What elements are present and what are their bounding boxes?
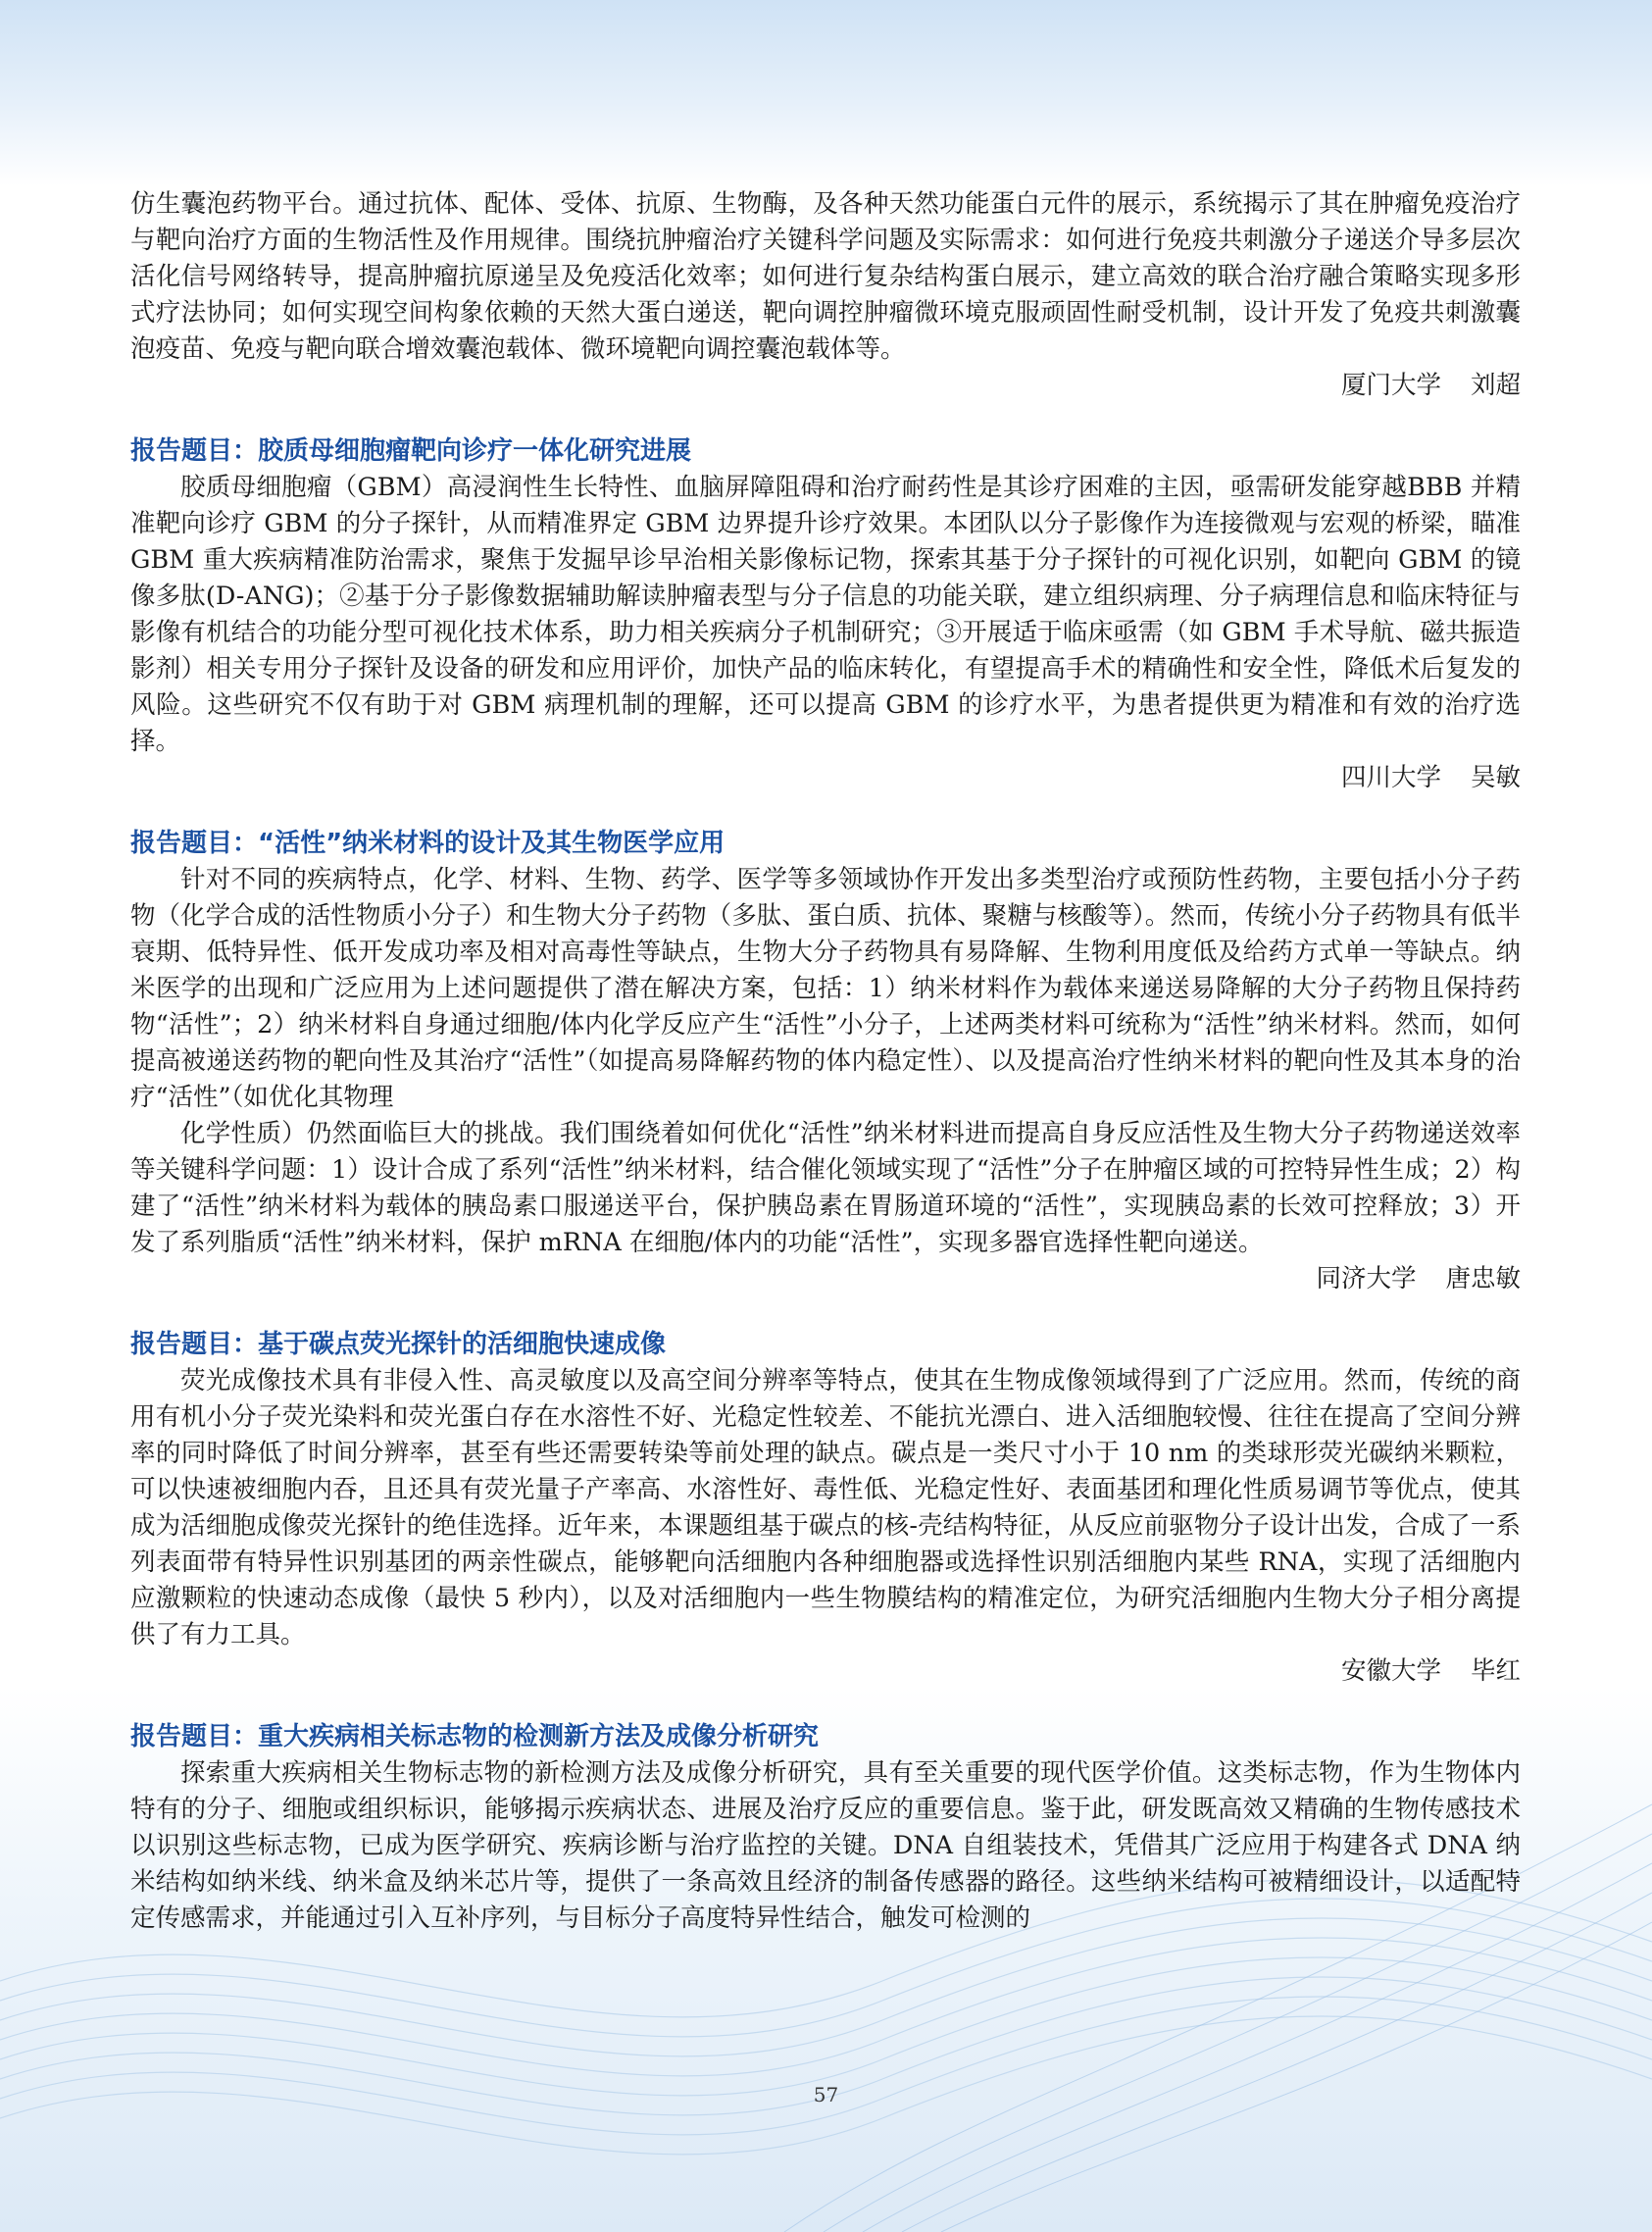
signature-institution: 厦门大学 [1340, 371, 1441, 400]
report-section-2 [130, 826, 1521, 1297]
report-title: 报告题目：重大疾病相关标志物的检测新方法及成像分析研究 [130, 1722, 820, 1751]
signature-author: 毕红 [1470, 1656, 1521, 1686]
signature-institution: 安徽大学 [1340, 1656, 1441, 1686]
report-paragraph: 荧光成像技术具有非侵入性、高灵敏度以及高空间分辨率等特点，使其在生物成像领域得到了广泛应用。然而，传统的商用有机小分子荧光染料和荧光蛋白存在水溶性不好、光稳定性较差、不能抗光漂白、进入活细胞较慢、往往在提高了空间分辨率的同时降低了时间分辨率，甚至有些还需要转染等前处理的缺点。碳点是一类尺寸小于 10 nm 的类球形荧光碳纳米颗粒，可以快速被细胞内吞，且还具有荧光量子产率高、水溶性好、毒性低、光稳定性好、表面基团和理化性质易调节等优点，使其成为活细胞成像荧光探针的绝佳选择。近年来，本课题组基于碳点的核-壳结构特征，从反应前驱物分子设计出发，合成了一系列表面带有特异性识别基团的两亲性碳点，能够靶向活细胞内各种细胞器或选择性识别活细胞内某些 RNA，实现了活细胞内应激颗粒的快速动态成像（最快 5 秒内），以及对活细胞内一些生物膜结构的精准定位，为研究活细胞内生物大分子相分离提供了有力工具。 [130, 1366, 1521, 1649]
report-signature [130, 1653, 1521, 1690]
intro-paragraph: 仿生囊泡药物平台。通过抗体、配体、受体、抗原、生物酶，及各种天然功能蛋白元件的展示，系统揭示了其在肿瘤免疫治疗与靶向治疗方面的生物活性及作用规律。围绕抗肿瘤治疗关键科学问题及实际需求：如何进行免疫共刺激分子递送介导多层次活化信号网络转导，提高肿瘤抗原递呈及免疫活化效率；如何进行复杂结构蛋白展示，建立高效的联合治疗融合策略实现多形式疗法协同；如何实现空间构象依赖的天然大蛋白递送，靶向调控肿瘤微环境克服顽固性耐受机制，设计开发了免疫共刺激囊泡疫苗、免疫与靶向联合增效囊泡载体、微环境靶向调控囊泡载体等。 [130, 189, 1521, 364]
report-signature [130, 760, 1521, 796]
page-number: 57 [813, 2083, 839, 2106]
signature-institution: 同济大学 [1316, 1264, 1417, 1294]
report-signature [130, 1261, 1521, 1297]
report-paragraph: 针对不同的疾病特点，化学、材料、生物、药学、医学等多领域协作开发出多类型治疗或预防性药物，主要包括小分子药物（化学合成的活性物质小分子）和生物大分子药物（多肽、蛋白质、抗体、聚糖与核酸等）。然而，传统小分子药物具有低半衰期、低特异性、低开发成功率及相对高毒性等缺点，生物大分子药物具有易降解、生物利用度低及给药方式单一等缺点。纳米医学的出现和广泛应用为上述问题提供了潜在解决方案，包括：1）纳米材料作为载体来递送易降解的大分子药物且保持药物“活性”；2）纳米材料自身通过细胞/体内化学反应产生“活性”小分子，上述两类材料可统称为“活性”纳米材料。然而，如何提高被递送药物的靶向性及其治疗“活性”（如提高易降解药物的体内稳定性）、以及提高治疗性纳米材料的靶向性及其本身的治疗“活性”（如优化其物理 [130, 865, 1521, 1112]
report-section-4 [130, 1719, 1521, 1937]
signature-author: 唐忠敏 [1445, 1264, 1521, 1294]
report-paragraph: 胶质母细胞瘤（GBM）高浸润性生长特性、血脑屏障阻碍和治疗耐药性是其诊疗困难的主因，亟需研发能穿越BBB 并精准靶向诊疗 GBM 的分子探针，从而精准界定 GBM 边界提升诊疗效果。本团队以分子影像作为连接微观与宏观的桥梁，瞄准 GBM 重大疾病精准防治需求，聚焦于发掘早诊早治相关影像标记物，探索其基于分子探针的可视化识别，如靶向 GBM 的镜像多肽(D-ANG)；②基于分子影像数据辅助解读肿瘤表型与分子信息的功能关联，建立组织病理、分子病理信息和临床特征与影像有机结合的功能分型可视化技术体系，助力相关疾病分子机制研究；③开展适于临床亟需（如 GBM 手术导航、磁共振造影剂）相关专用分子探针及设备的研发和应用评价，加快产品的临床转化，有望提高手术的精确性和安全性，降低术后复发的风险。这些研究不仅有助于对 GBM 病理机制的理解，还可以提高 GBM 的诊疗水平，为患者提供更为精准和有效的治疗选择。 [130, 473, 1521, 756]
report-title: 报告题目：胶质母细胞瘤靶向诊疗一体化研究进展 [130, 436, 692, 466]
report-title: 报告题目：“活性”纳米材料的设计及其生物医学应用 [130, 829, 726, 858]
report-section-3 [130, 1327, 1521, 1690]
report-paragraph: 探索重大疾病相关生物标志物的新检测方法及成像分析研究，具有至关重要的现代医学价值。这类标志物，作为生物体内特有的分子、细胞或组织标识，能够揭示疾病状态、进展及治疗反应的重要信息。鉴于此，研发既高效又精确的生物传感技术以识别这些标志物，已成为医学研究、疾病诊断与治疗监控的关键。DNA 自组装技术，凭借其广泛应用于构建各式 DNA 纳米结构如纳米线、纳米盒及纳米芯片等，提供了一条高效且经济的制备传感器的路径。这些纳米结构可被精细设计，以适配特定传感需求，并能通过引入互补序列，与目标分子高度特异性结合，触发可检测的 [130, 1758, 1521, 1933]
signature-institution: 四川大学 [1340, 763, 1441, 792]
document-body [130, 186, 1521, 1937]
signature-author: 刘超 [1470, 371, 1521, 400]
intro-signature [130, 368, 1521, 404]
report-title: 报告题目：基于碳点荧光探针的活细胞快速成像 [130, 1330, 667, 1359]
report-section-1 [130, 433, 1521, 796]
header-gradient-background [0, 0, 1652, 186]
signature-author: 吴敏 [1470, 763, 1521, 792]
report-paragraph: 化学性质）仍然面临巨大的挑战。我们围绕着如何优化“活性”纳米材料进而提高自身反应活性及生物大分子药物递送效率等关键科学问题：1）设计合成了系列“活性”纳米材料，结合催化领域实现了“活性”分子在肿瘤区域的可控特异性生成；2）构建了“活性”纳米材料为载体的胰岛素口服递送平台，保护胰岛素在胃肠道环境的“活性”，实现胰岛素的长效可控释放；3）开发了系列脂质“活性”纳米材料，保护 mRNA 在细胞/体内的功能“活性”，实现多器官选择性靶向递送。 [130, 1119, 1521, 1257]
